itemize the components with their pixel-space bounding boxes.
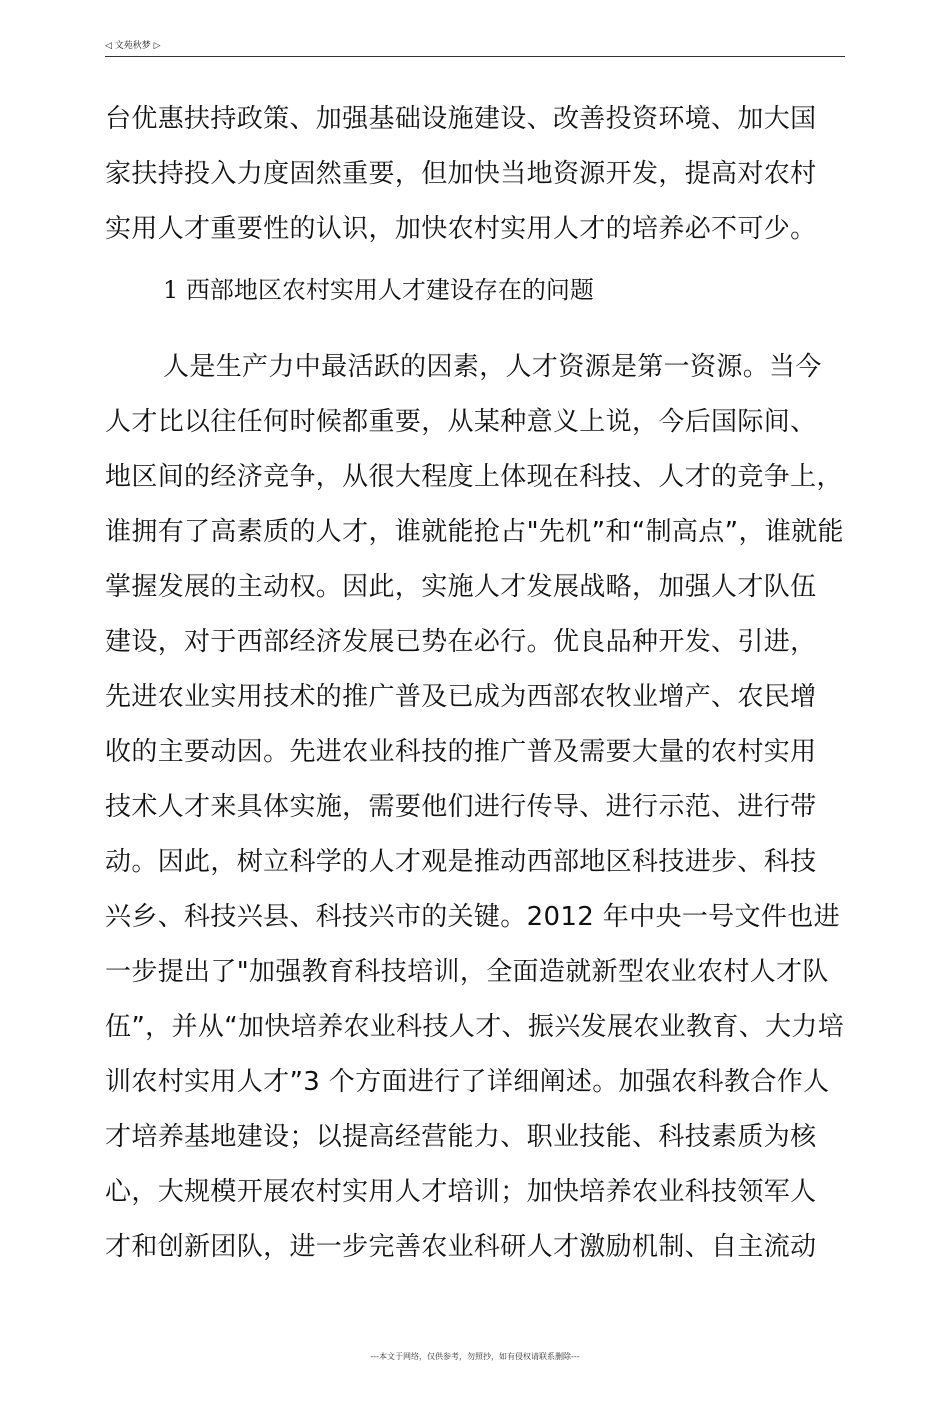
text-line: 先进农业实用技术的推广普及已成为西部农牧业增产、农民增 [105, 682, 817, 712]
text-line: 兴乡、科技兴县、科技兴市的关键。2012 年中央一号文件也进 [105, 902, 840, 932]
text-line: 实用人才重要性的认识，加快农村实用人才的培养必不可少。 [105, 214, 817, 244]
text-line: 掌握发展的主动权。因此，实施人才发展战略，加强人才队伍 [105, 572, 817, 602]
text-line: 训农村实用人才”3 个方面进行了详细阐述。加强农科教合作人 [105, 1067, 830, 1097]
text-line: 才和创新团队，进一步完善农业科研人才激励机制、自主流动 [105, 1232, 817, 1262]
page-header [105, 40, 845, 57]
page-footer: ---本文于网络，仅供参考，勿照抄，如有侵权请联系删除--- [370, 1352, 580, 1361]
text-line: 动。因此，树立科学的人才观是推动西部地区科技进步、科技 [105, 847, 817, 877]
text-line: 谁拥有了高素质的人才，谁就能抢占"先机”和“制高点”，谁就能 [105, 517, 844, 547]
document-body [105, 92, 850, 1275]
text-line: 一步提出了"加强教育科技培训，全面造就新型农业农村人才队 [105, 957, 829, 987]
text-line: 建设，对于西部经济发展已势在必行。优良品种开发、引进， [105, 627, 817, 657]
section-heading: 1 西部地区农村实用人才建设存在的问题 [163, 276, 594, 304]
header-title: ◁ 文苑秋梦 ▷ [105, 41, 161, 51]
text-line: 心，大规模开展农村实用人才培训；加快培养农业科技领军人 [105, 1177, 817, 1207]
text-line: 才培养基地建设；以提高经营能力、职业技能、科技素质为核 [105, 1122, 817, 1152]
text-line: 家扶持投入力度固然重要，但加快当地资源开发，提高对农村 [105, 159, 817, 189]
text-line: 伍”，并从“加快培养农业科技人才、振兴发展农业教育、大力培 [105, 1012, 845, 1042]
text-line: 人才比以往任何时候都重要，从某种意义上说，今后国际间、 [105, 407, 817, 437]
text-line: 人是生产力中最活跃的因素，人才资源是第一资源。当今 [163, 352, 822, 382]
text-line: 台优惠扶持政策、加强基础设施建设、改善投资环境、加大国 [105, 104, 817, 134]
text-line: 技术人才来具体实施，需要他们进行传导、进行示范、进行带 [105, 792, 817, 822]
text-line: 地区间的经济竞争，从很大程度上体现在科技、人才的竞争上， [105, 462, 843, 492]
text-line: 收的主要动因。先进农业科技的推广普及需要大量的农村实用 [105, 737, 817, 767]
